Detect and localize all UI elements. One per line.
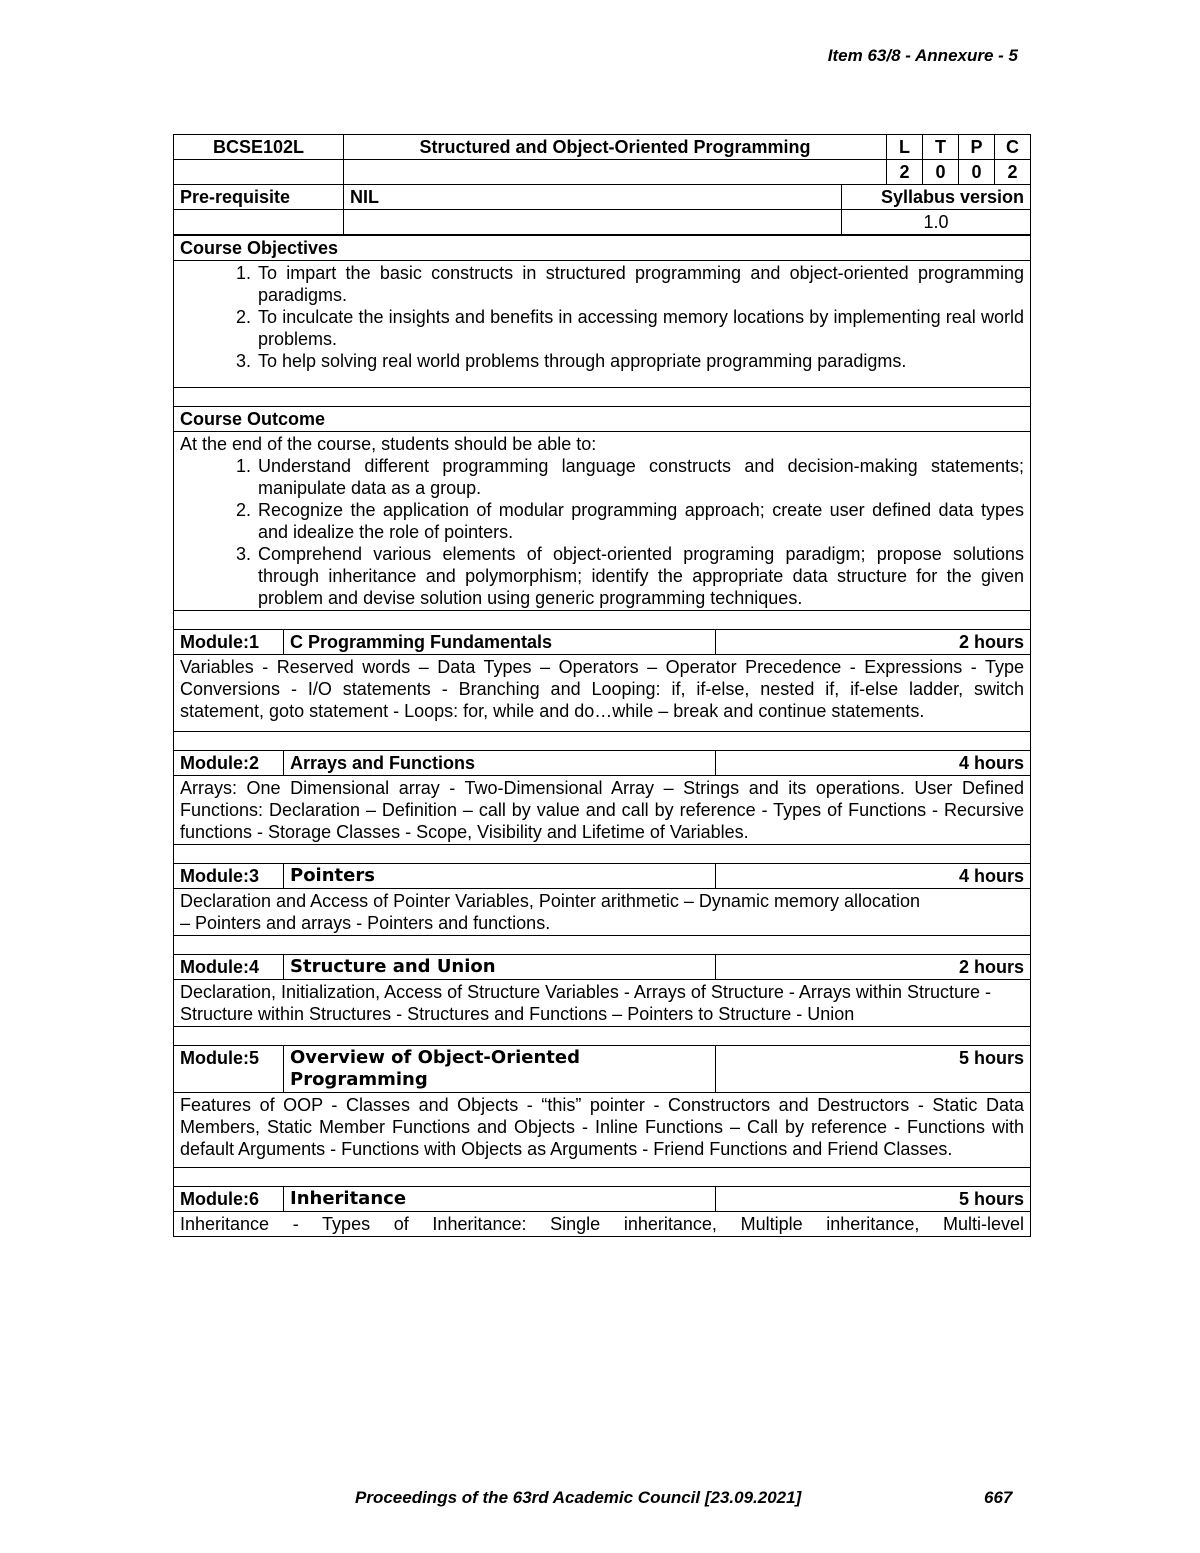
outcomes-list [174,432,1031,611]
footer-proceedings: Proceedings of the 63rd Academic Council [23.09.2021] [355,1488,802,1507]
objective-item: 1. To impart the basic constructs in structured programming and object-oriented programming paradigms. [256,262,1024,306]
empty-cell [344,210,842,235]
course-body-table [173,235,1031,1237]
module-hours: 5 hours [716,1046,1031,1093]
outcomes-heading: Course Outcome [174,407,1031,432]
module-label: Module:4 [174,955,284,980]
module-content: Arrays: One Dimensional array - Two-Dimensional Array – Strings and its operations. User Defined Functions: Declaration – Definition – call by value and call by reference - Types of Functions - Recursive functions - Storage Classes - Scope, Visibility and Lifetime of Variables. [174,776,1031,845]
course-title: Structured and Object-Oriented Programming [344,135,887,160]
module-label: Module:1 [174,630,284,655]
module-hours: 2 hours [716,955,1031,980]
outcome-item: 1. Understand different programming language constructs and decision-making statements; manipulate data as a group. [256,455,1024,499]
ltpc-label-t: T [923,135,959,160]
prereq-value: NIL [344,185,842,210]
syllabus-document [173,134,1030,1237]
module-label: Module:5 [174,1046,284,1093]
module-title: Pointers [284,864,716,889]
module-title: Structure and Union [284,955,716,980]
module-content-text: Declaration, Initialization, Access of Structure Variables - Arrays of Structure - Arrays within Structure - Structure within Structures - Structures and Functions – Pointers to Structure - Union [180,982,991,1024]
outcomes-intro: At the end of the course, students should be able to: [180,434,597,454]
ltpc-label-p: P [959,135,995,160]
ltpc-label-c: C [995,135,1031,160]
module-title: C Programming Fundamentals [284,630,716,655]
ltpc-value-c: 2 [995,160,1031,185]
objectives-heading: Course Objectives [174,236,1031,261]
module-content-text: Features of OOP - Classes and Objects - “this” pointer - Constructors and Destructors - Static Data Members, Static Member Functions and Objects - Inline Functions – Call by reference - Functions with default Arguments - Functions with Objects as Arguments - Friend Functions and Friend Classes. [180,1095,1025,1159]
spacer-row [174,1168,1031,1187]
module-title-text: Overview of Object-Oriented Programming [290,1047,580,1090]
outcome-item: 3. Comprehend various elements of object-oriented programing paradigm; propose solutions through inheritance and polymorphism; identify the appropriate data structure for the given problem and devise solution using generic programming techniques. [256,543,1024,609]
syllabus-version-label: Syllabus version [842,185,1031,210]
empty-cell [174,160,344,185]
spacer-row [174,732,1031,751]
module-content [174,980,1031,1027]
module-content [174,655,1031,732]
module-label: Module:6 [174,1187,284,1212]
annexure-label: Item 63/8 - Annexure - 5 [827,46,1018,65]
page-number: 667 [984,1488,1013,1507]
module-hours: 2 hours [716,630,1031,655]
empty-cell [344,160,887,185]
module-title [284,1046,716,1093]
module-title: Arrays and Functions [284,751,716,776]
module-content [174,1093,1031,1168]
empty-cell [174,210,344,235]
spacer-row [174,388,1031,407]
syllabus-version-value: 1.0 [842,210,1031,235]
course-code: BCSE102L [174,135,344,160]
module-content: Inheritance - Types of Inheritance: Single inheritance, Multiple inheritance, Multi-level [174,1212,1031,1237]
ltpc-value-l: 2 [887,160,923,185]
module-hours: 4 hours [716,751,1031,776]
spacer-row [174,936,1031,955]
module-content-text: Declaration and Access of Pointer Variables, Pointer arithmetic – Dynamic memory allocation – Pointers and arrays - Pointers and functions. [180,891,920,933]
module-content-text: Variables - Reserved words – Data Types – Operators – Operator Precedence - Expressions - Type Conversions - I/O statements - Branching and Looping: if, if-else, nested if, if-else ladder, switch statement, goto statement - Loops: for, while and do…while – break and continue statements. [180,657,1025,721]
outcome-item: 2. Recognize the application of modular programming approach; create user defined data types and idealize the role of pointers. [256,499,1024,543]
ltpc-value-t: 0 [923,160,959,185]
objective-item: 2. To inculcate the insights and benefits in accessing memory locations by implementing real world problems. [256,306,1024,350]
course-header-table [173,134,1031,235]
objective-item: 3. To help solving real world problems through appropriate programming paradigms. [256,350,1024,372]
objectives-list [174,261,1031,388]
module-title: Inheritance [284,1187,716,1212]
prereq-label: Pre-requisite [174,185,344,210]
module-label: Module:3 [174,864,284,889]
module-hours: 4 hours [716,864,1031,889]
ltpc-label-l: L [887,135,923,160]
module-label: Module:2 [174,751,284,776]
module-content [174,889,1031,936]
spacer-row [174,611,1031,630]
module-hours: 5 hours [716,1187,1031,1212]
spacer-row [174,1027,1031,1046]
spacer-row [174,845,1031,864]
ltpc-value-p: 0 [959,160,995,185]
